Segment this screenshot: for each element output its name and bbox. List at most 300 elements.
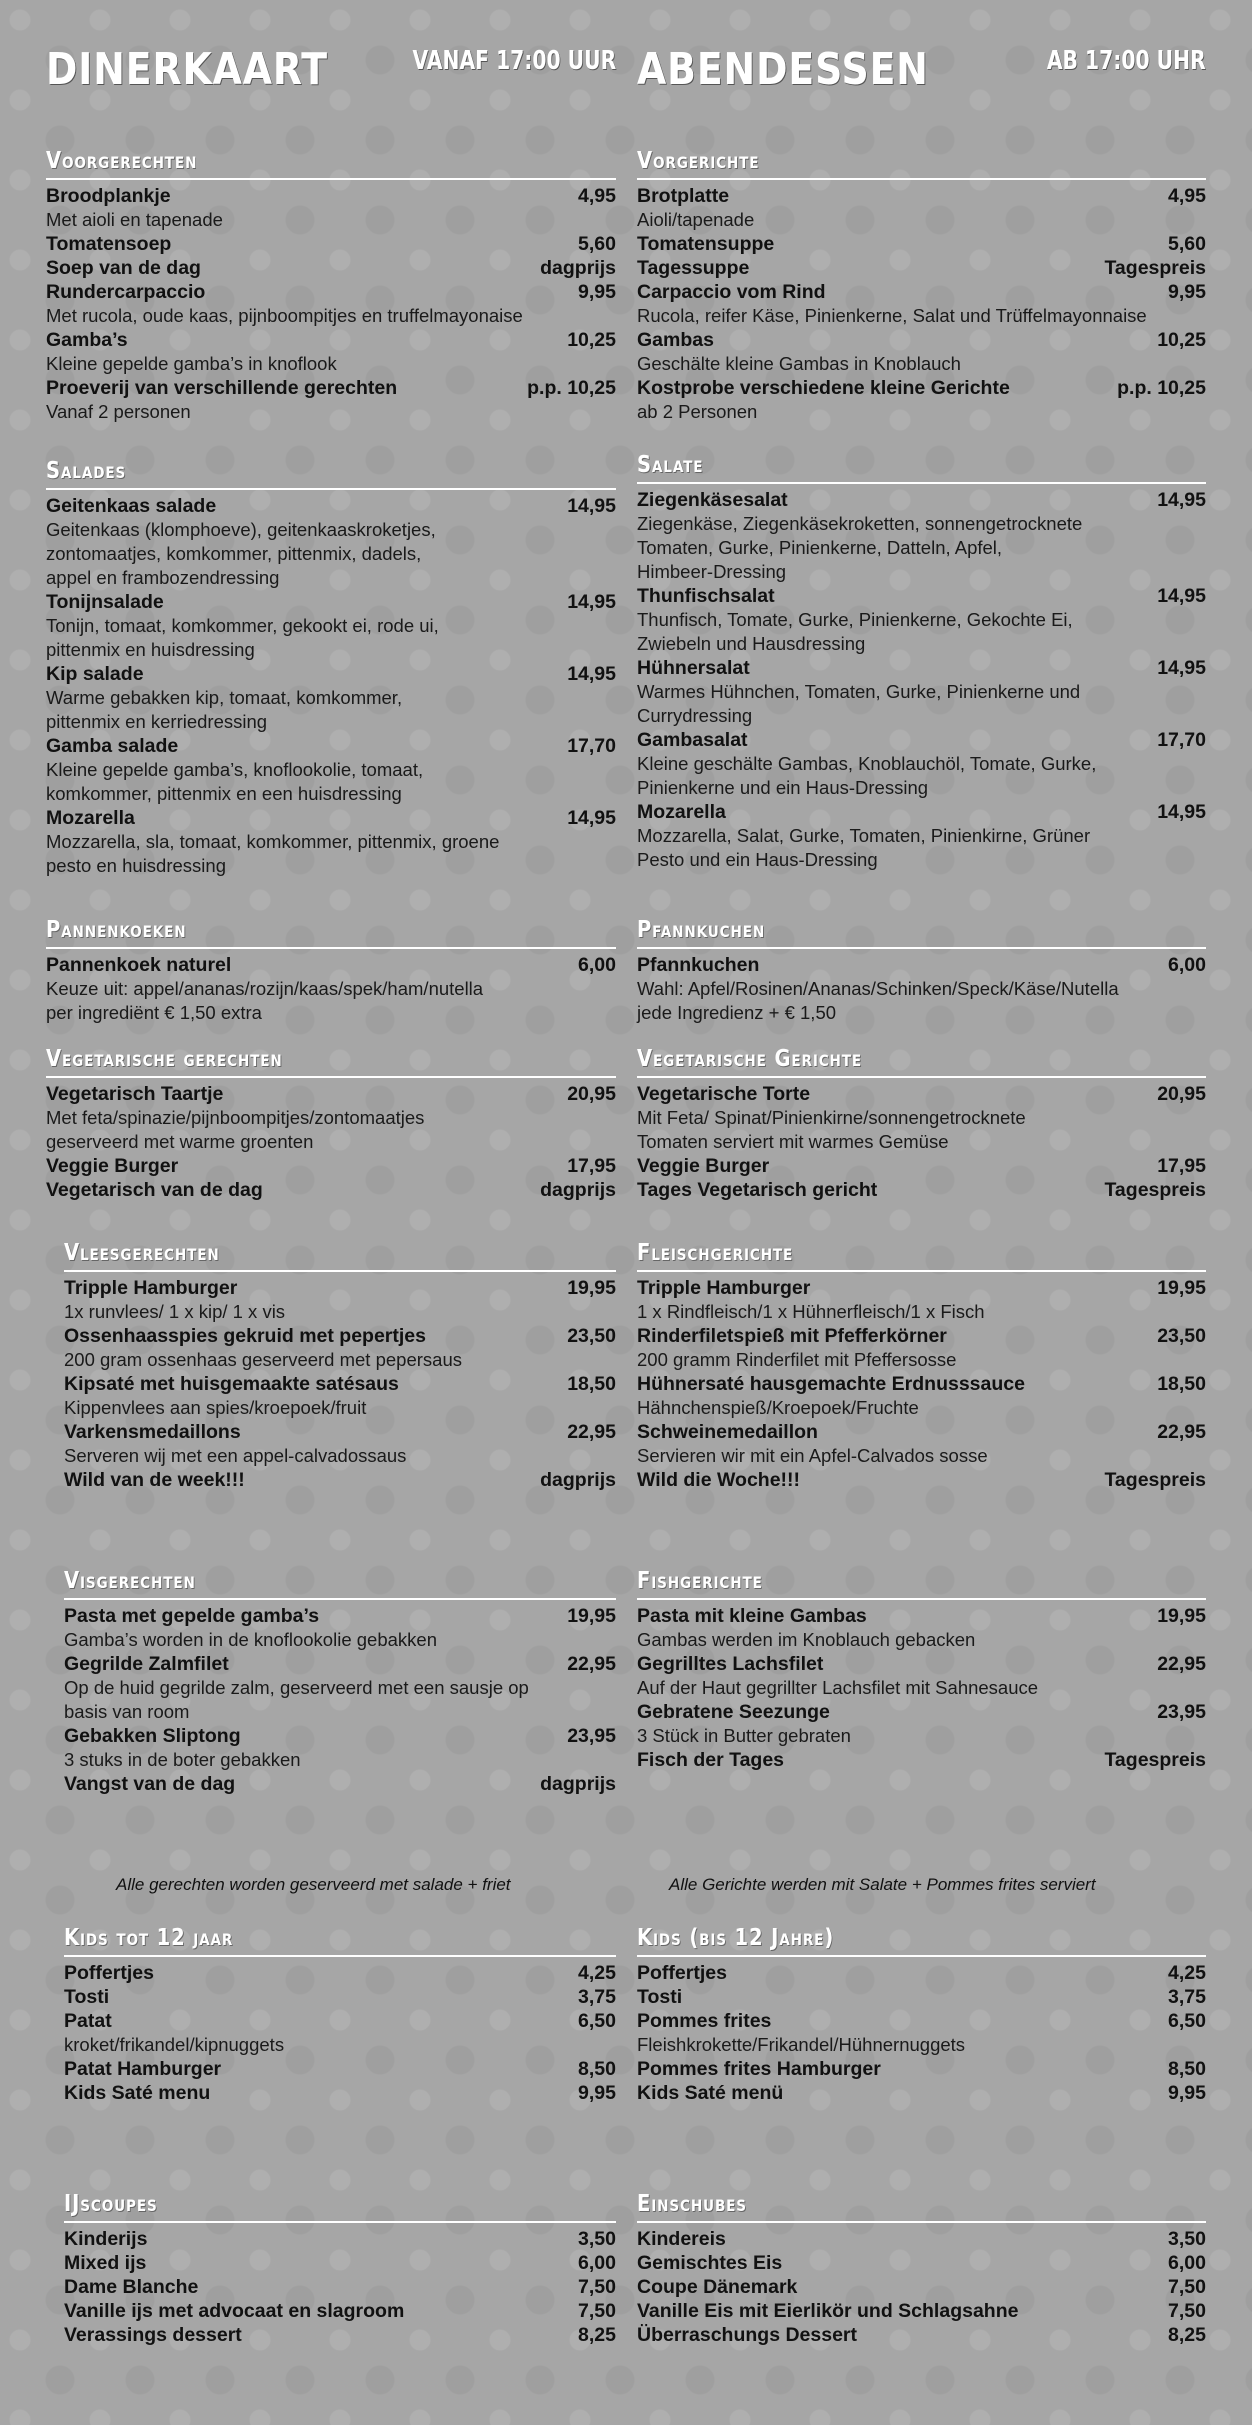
menu-item-price: 3,50 [1168,2228,1206,2250]
menu-item-name: Gamba salade [46,735,179,757]
menu-item-name: Kinderijs [64,2228,148,2250]
menu-item-name: Poffertjes [64,1962,154,1984]
menu-item [64,2323,616,2347]
menu-item-description: Geitenkaas (klomphoeve), geitenkaaskroketjes, [46,519,436,540]
section-fish [637,1568,1206,1772]
menu-item [64,1604,616,1628]
menu-item [64,1985,616,2009]
menu-item-price: 19,95 [567,1277,616,1299]
menu-item-name: Varkensmedaillons [64,1421,241,1443]
menu-item-price: 22,95 [567,1653,616,1675]
menu-item-name: Patat [64,2010,112,2032]
menu-item-description: Pinienkerne und ein Haus-Dressing [637,777,929,798]
menu-item [64,2057,616,2081]
menu-item-name: Kids Saté menu [64,2082,211,2104]
menu-item-description: pittenmix en huisdressing [46,639,255,660]
menu-item-price: 17,70 [1157,729,1206,751]
menu-item-description: Pesto und ein Haus-Dressing [637,849,878,870]
menu-item-price: 5,60 [578,233,616,255]
menu-item-description: Mozzarella, sla, tomaat, komkommer, pittenmix, groene [46,831,500,852]
menu-item-price: 18,50 [1157,1373,1206,1395]
menu-item [637,2227,1206,2251]
menu-item-name: Mozarella [637,801,726,823]
menu-item-name: Vangst van de dag [64,1773,236,1795]
menu-item-name: Gebratene Seezunge [637,1701,830,1723]
section-heading: Vegetarische gerechten [46,1046,283,1072]
menu-item-description: Auf der Haut gegrillter Lachsfilet mit Sahnesauce [637,1677,1039,1698]
menu-item-description: Tomaten, Gurke, Pinienkerne, Datteln, Apfel, [637,537,1003,558]
menu-item-price: 9,95 [1168,2082,1206,2104]
menu-item-price: 6,00 [1168,2252,1206,2274]
menu-item-description: 1 x Rindfleisch/1 x Hühnerfleisch/1 x Fisch [637,1301,985,1322]
menu-item [637,1178,1206,1202]
menu-item-price: 8,25 [578,2324,616,2346]
menu-item [64,1961,616,1985]
menu-item [46,734,616,758]
section-heading: Vorgerichte [637,148,760,174]
section-divider [46,947,616,949]
section-meat [64,1240,616,1492]
menu-item-name: Tripple Hamburger [64,1277,238,1299]
menu-item-description: Zwiebeln und Hausdressing [637,633,866,654]
menu-item [637,1985,1206,2009]
menu-item-name: Rinderfiletspieß mit Pfefferkörner [637,1325,947,1347]
section-pancakes [46,917,616,1025]
section-heading: Pfannkuchen [637,917,766,943]
menu-item-price: 14,95 [1157,585,1206,607]
menu-item-name: Veggie Burger [637,1155,770,1177]
section-heading: Fishgerichte [637,1568,763,1594]
menu-item-name: Broodplankje [46,185,171,207]
section-ice-cream [64,2191,616,2347]
menu-item-description: Ziegenkäse, Ziegenkäsekroketten, sonnengetrocknete [637,513,1083,534]
menu-item-name: Ossenhaasspies gekruid met pepertjes [64,1325,426,1347]
menu-item-name: Gemischtes Eis [637,2252,783,2274]
section-vegetarian [637,1046,1206,1202]
menu-item-name: Tagessuppe [637,257,750,279]
menu-item [64,1724,616,1748]
menu-item [637,2057,1206,2081]
menu-item [637,184,1206,208]
menu-item-description: Met feta/spinazie/pijnboompitjes/zontomaatjes [46,1107,425,1128]
menu-item-price: 22,95 [567,1421,616,1443]
menu-item-description: basis van room [64,1701,190,1722]
menu-item-description: Wahl: Apfel/Rosinen/Ananas/Schinken/Speck/Käse/Nutella [637,978,1119,999]
menu-item [637,1276,1206,1300]
menu-item-name: Hühnersaté hausgemachte Erdnusssauce [637,1373,1025,1395]
menu-item-name: Verassings dessert [64,2324,242,2346]
menu-item-price: 6,50 [578,2010,616,2032]
menu-item-description: Kleine gepelde gamba’s, knoflookolie, tomaat, [46,759,424,780]
menu-item-name: Pasta mit kleine Gambas [637,1605,867,1627]
menu-item-name: Wild die Woche!!! [637,1469,801,1491]
menu-item-price: 10,25 [567,329,616,351]
menu-item-description: zontomaatjes, komkommer, pittenmix, dadels, [46,543,422,564]
menu-item [637,1961,1206,1985]
menu-item-name: Patat Hamburger [64,2058,222,2080]
menu-item-name: Kostprobe verschiedene kleine Gerichte [637,377,1010,399]
menu-item [637,2299,1206,2323]
menu-item [64,2009,616,2033]
menu-item-description: 3 stuks in de boter gebakken [64,1749,301,1770]
menu-item [46,376,616,400]
menu-item-price: 14,95 [1157,801,1206,823]
menu-item-price: 9,95 [578,281,616,303]
menu-item [637,728,1206,752]
menu-item-price: 14,95 [567,663,616,685]
menu-item-price: 20,95 [1157,1083,1206,1105]
section-divider [637,2221,1206,2223]
menu-item-name: Kipsaté met huisgemaakte satésaus [64,1373,399,1395]
menu-item-name: Gambasalat [637,729,748,751]
menu-item-price: 14,95 [567,807,616,829]
menu-item-description: 200 gram ossenhaas geserveerd met pepersaus [64,1349,462,1370]
menu-item-name: Tripple Hamburger [637,1277,811,1299]
menu-item-price: 19,95 [1157,1605,1206,1627]
menu-item-price: 7,50 [1168,2300,1206,2322]
menu-item [637,1154,1206,1178]
menu-item-price: 4,25 [1168,1962,1206,1984]
menu-item-price: p.p. 10,25 [1117,377,1206,399]
menu-item-name: Poffertjes [637,1962,727,1984]
menu-item-description: 1x runvlees/ 1 x kip/ 1 x vis [64,1301,286,1322]
menu-item-price: Tagespreis [1104,257,1206,279]
menu-item-price: 22,95 [1157,1421,1206,1443]
menu-item-description: Keuze uit: appel/ananas/rozijn/kaas/spek/ham/nutella [46,978,484,999]
menu-item-name: Vegetarisch van de dag [46,1179,263,1201]
menu-item-description: Mit Feta/ Spinat/Pinienkirne/sonnengetrocknete [637,1107,1026,1128]
menu-title: ABENDESSEN [637,44,929,95]
menu-item-description: pittenmix en kerriedressing [46,711,268,732]
menu-item-name: Gegrilltes Lachsfilet [637,1653,824,1675]
menu-item [46,184,616,208]
menu-item-price: 8,25 [1168,2324,1206,2346]
menu-item [46,1154,616,1178]
menu-item-price: Tagespreis [1104,1179,1206,1201]
menu-item-name: Fisch der Tages [637,1749,785,1771]
menu-item-price: 6,50 [1168,2010,1206,2032]
menu-item-price: dagprijs [540,257,616,279]
section-kids [637,1925,1206,2105]
menu-item-name: Geitenkaas salade [46,495,217,517]
menu-item-description: Thunfisch, Tomate, Gurke, Pinienkerne, Gekochte Ei, [637,609,1073,630]
menu-item-name: Vegetarische Torte [637,1083,811,1105]
menu-item-price: 23,50 [1157,1325,1206,1347]
menu-item [637,1468,1206,1492]
section-divider [64,1270,616,1272]
menu-item [46,494,616,518]
menu-item-price: 8,50 [578,2058,616,2080]
menu-item-price: Tagespreis [1104,1469,1206,1491]
section-ice-cream [637,2191,1206,2347]
menu-item [637,2251,1206,2275]
menu-item-price: 10,25 [1157,329,1206,351]
menu-item [637,1082,1206,1106]
section-divider [637,1955,1206,1957]
menu-item-name: Pannenkoek naturel [46,954,232,976]
menu-item-description: kroket/frikandel/kipnuggets [64,2034,285,2055]
menu-item-price: 23,95 [1157,1701,1206,1723]
opening-time: VANAF 17:00 UUR [412,46,616,76]
menu-item-name: Hühnersalat [637,657,750,679]
menu-item-description: Himbeer-Dressing [637,561,787,582]
menu-item [64,2227,616,2251]
section-divider [64,1955,616,1957]
section-heading: Salades [46,458,127,484]
menu-item [46,1082,616,1106]
menu-item-description: per ingrediënt € 1,50 extra [46,1002,262,1023]
section-heading: Einschubes [637,2191,747,2217]
menu-item [46,256,616,280]
serving-note: Alle Gerichte werden mit Salate + Pommes frites serviert [669,1875,1096,1894]
menu-item-description: Mozzarella, Salat, Gurke, Tomaten, Pinienkirne, Grüner [637,825,1091,846]
section-divider [637,1270,1206,1272]
menu-item-price: 3,50 [578,2228,616,2250]
menu-item-description: Rucola, reifer Käse, Pinienkerne, Salat und Trüffelmayonnaise [637,305,1147,326]
menu-item [637,1652,1206,1676]
menu-item [64,2081,616,2105]
menu-item [637,280,1206,304]
menu-item [637,2275,1206,2299]
menu-item-price: 6,00 [578,2252,616,2274]
menu-item [637,1372,1206,1396]
menu-item [637,1700,1206,1724]
menu-item-name: Kids Saté menü [637,2082,784,2104]
menu-item-price: 22,95 [1157,1653,1206,1675]
menu-item-description: jede Ingredienz + € 1,50 [637,1002,837,1023]
menu-item-price: 5,60 [1168,233,1206,255]
section-pancakes [637,917,1206,1025]
section-heading: Salate [637,452,704,478]
serving-note: Alle gerechten worden geserveerd met salade + friet [116,1875,511,1894]
menu-item-name: Tonijnsalade [46,591,164,613]
menu-item [637,1604,1206,1628]
menu-item-description: Tomaten serviert mit warmes Gemüse [637,1131,949,1152]
section-vegetarian [46,1046,616,1202]
menu-item [64,1420,616,1444]
menu-item-price: 7,50 [1168,2276,1206,2298]
menu-item-price: 23,95 [567,1725,616,1747]
menu-item-description: Met rucola, oude kaas, pijnboompitjes en truffelmayonaise [46,305,523,326]
menu-item [637,376,1206,400]
section-kids [64,1925,616,2105]
menu-item-name: Tomatensoep [46,233,172,255]
menu-item-description: 3 Stück in Butter gebraten [637,1725,851,1746]
menu-item-price: 19,95 [567,1605,616,1627]
section-divider [637,1598,1206,1600]
menu-item-description: Tonijn, tomaat, komkommer, gekookt ei, rode ui, [46,615,439,636]
menu-item [637,1748,1206,1772]
menu-item-name: Gambas [637,329,714,351]
menu-item-name: Dame Blanche [64,2276,199,2298]
menu-item-price: dagprijs [540,1773,616,1795]
menu-item-price: 14,95 [1157,657,1206,679]
menu-item [637,2323,1206,2347]
menu-item-price: 3,75 [578,1986,616,2008]
menu-item-name: Rundercarpaccio [46,281,206,303]
menu-item [46,662,616,686]
menu-item-name: Ziegenkäsesalat [637,489,788,511]
menu-item [64,1372,616,1396]
menu-item [637,1324,1206,1348]
menu-item [64,1276,616,1300]
menu-item-description: Gambas werden im Knoblauch gebacken [637,1629,976,1650]
menu-item-name: Mozarella [46,807,135,829]
menu-item-price: 4,25 [578,1962,616,1984]
menu-item-description: Aioli/tapenade [637,209,755,230]
menu-item-price: dagprijs [540,1469,616,1491]
menu-item-name: Soep van de dag [46,257,201,279]
section-heading: Vleesgerechten [64,1240,220,1266]
menu-item-price: 14,95 [567,495,616,517]
menu-item-name: Gegrilde Zalmfilet [64,1653,229,1675]
menu-item-price: 6,00 [578,954,616,976]
menu-item [637,953,1206,977]
menu-item-description: Warmes Hühnchen, Tomaten, Gurke, Pinienkerne und [637,681,1081,702]
section-fish [64,1568,616,1796]
section-divider [637,178,1206,180]
section-heading: Voorgerechten [46,148,198,174]
menu-item-price: Tagespreis [1104,1749,1206,1771]
menu-item-name: Tosti [637,1986,683,2008]
menu-item-description: Gamba’s worden in de knoflookolie gebakken [64,1629,437,1650]
menu-item-description: Geschälte kleine Gambas in Knoblauch [637,353,961,374]
title-row [46,44,616,104]
menu-item [64,2275,616,2299]
menu-item [637,800,1206,824]
section-divider [46,488,616,490]
menu-item-name: Coupe Dänemark [637,2276,798,2298]
menu-item [637,256,1206,280]
menu-item-name: Vegetarisch Taartje [46,1083,224,1105]
menu-item [637,1420,1206,1444]
menu-item-price: 19,95 [1157,1277,1206,1299]
menu-item [46,280,616,304]
menu-item [64,2299,616,2323]
menu-item-description: Fleishkrokette/Frikandel/Hühnernuggets [637,2034,966,2055]
menu-item-description: Warme gebakken kip, tomaat, komkommer, [46,687,403,708]
menu-item-name: Thunfischsalat [637,585,775,607]
menu-item-description: Serveren wij met een appel-calvadossaus [64,1445,407,1466]
menu-item-description: Op de huid gegrilde zalm, geserveerd met een sausje op [64,1677,529,1698]
menu-item-description: ab 2 Personen [637,401,758,422]
menu-item [64,1468,616,1492]
menu-item-name: Gebakken Sliptong [64,1725,241,1747]
menu-item-description: Currydressing [637,705,753,726]
menu-item [46,328,616,352]
menu-item-name: Vanille ijs met advocaat en slagroom [64,2300,405,2322]
menu-item-price: 8,50 [1168,2058,1206,2080]
menu-item [637,2081,1206,2105]
menu-item-name: Gamba’s [46,329,128,351]
menu-item-name: Tages Vegetarisch gericht [637,1179,878,1201]
menu-item [637,2009,1206,2033]
menu-item-price: 7,50 [578,2276,616,2298]
menu-item-name: Vanille Eis mit Eierlikör und Schlagsahne [637,2300,1019,2322]
menu-item [637,656,1206,680]
menu-item-price: 9,95 [578,2082,616,2104]
menu-item-description: appel en frambozendressing [46,567,280,588]
menu-item [64,1772,616,1796]
section-divider [637,1076,1206,1078]
section-meat [637,1240,1206,1492]
menu-item-name: Pommes frites [637,2010,772,2032]
menu-item-price: 17,95 [1157,1155,1206,1177]
menu-item-name: Pfannkuchen [637,954,760,976]
section-heading: Vegetarische Gerichte [637,1046,863,1072]
menu-item-price: 7,50 [578,2300,616,2322]
section-heading: Fleischgerichte [637,1240,794,1266]
section-salads [46,458,616,878]
menu-item-name: Veggie Burger [46,1155,179,1177]
menu-item-name: Kip salade [46,663,144,685]
menu-item-name: Überraschungs Dessert [637,2324,858,2346]
menu-item-name: Tosti [64,1986,110,2008]
section-divider [637,947,1206,949]
opening-time: AB 17:00 UHR [1047,46,1206,76]
menu-item [64,1324,616,1348]
menu-item-description: komkommer, pittenmix en een huisdressing [46,783,402,804]
menu-item [637,488,1206,512]
menu-item-description: Met aioli en tapenade [46,209,223,230]
menu-item-name: Brotplatte [637,185,730,207]
section-starters [46,148,616,424]
menu-item-price: 3,75 [1168,1986,1206,2008]
section-heading: Visgerechten [64,1568,196,1594]
section-divider [64,1598,616,1600]
menu-title: DINERKAART [46,44,328,95]
menu-item [46,1178,616,1202]
menu-item-price: 4,95 [1168,185,1206,207]
menu-item-name: Carpaccio vom Rind [637,281,826,303]
menu-item [637,584,1206,608]
menu-item-price: 4,95 [578,185,616,207]
menu-item-description: Kleine gepelde gamba’s in knoflook [46,353,337,374]
section-heading: Kids (bis 12 Jahre) [637,1925,835,1951]
section-heading: Pannenkoeken [46,917,187,943]
menu-item-description: pesto en huisdressing [46,855,226,876]
menu-item [46,806,616,830]
menu-item-price: 17,95 [567,1155,616,1177]
menu-item-price: p.p. 10,25 [527,377,616,399]
section-divider [64,2221,616,2223]
menu-item-price: 14,95 [1157,489,1206,511]
menu-item-description: Vanaf 2 personen [46,401,191,422]
section-divider [637,482,1206,484]
section-starters [637,148,1206,424]
menu-item-name: Kindereis [637,2228,726,2250]
section-heading: IJscoupes [64,2191,158,2217]
menu-item-price: 9,95 [1168,281,1206,303]
section-heading: Kids tot 12 jaar [64,1925,234,1951]
menu-item-price: 17,70 [567,735,616,757]
menu-item-description: Servieren wir mit ein Apfel-Calvados sosse [637,1445,988,1466]
menu-item-name: Proeverij van verschillende gerechten [46,377,398,399]
menu-item [46,232,616,256]
menu-item [637,328,1206,352]
menu-item-description: geserveerd met warme groenten [46,1131,314,1152]
menu-item-description: Kippenvlees aan spies/kroepoek/fruit [64,1397,367,1418]
menu-item-price: 14,95 [567,591,616,613]
menu-item-name: Wild van de week!!! [64,1469,245,1491]
menu-item [64,1652,616,1676]
menu-item [64,2251,616,2275]
menu-item [637,232,1206,256]
menu-item-name: Schweinemedaillon [637,1421,818,1443]
menu-item-name: Tomatensuppe [637,233,775,255]
menu-item-description: Hähnchenspieß/Kroepoek/Fruchte [637,1397,919,1418]
menu-item-name: Pommes frites Hamburger [637,2058,881,2080]
